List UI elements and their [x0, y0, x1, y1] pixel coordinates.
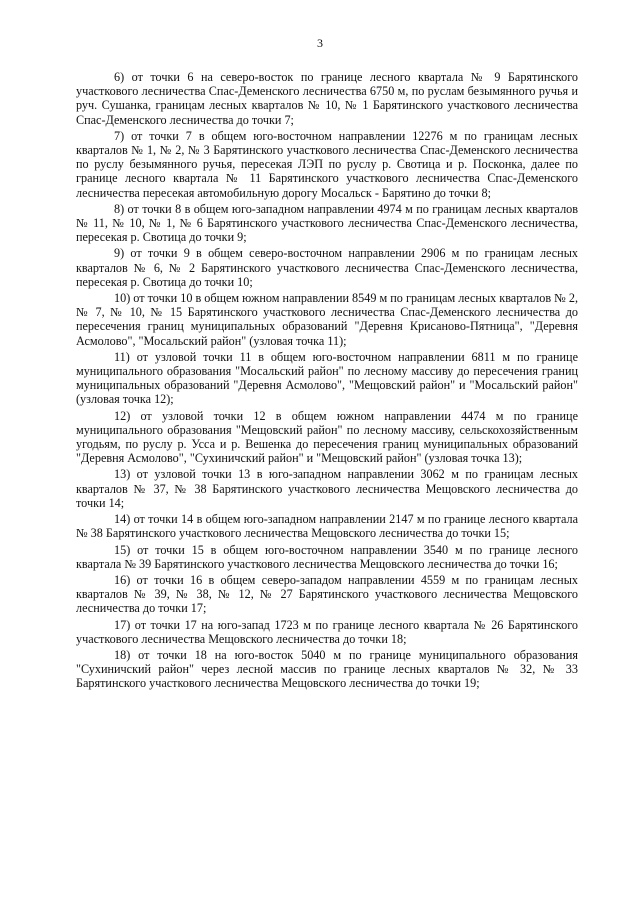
paragraph-point-11: 11) от узловой точки 11 в общем юго-восточном направлении 6811 м по границе муниципального образования "Мосальский район" по лесному массиву до пересечения границ муниципальных образований "Деревня Асмолово", "Мещовский район" и "Мосальский район" (узловая точка 12);: [76, 349, 578, 407]
page-number: 3: [317, 36, 323, 50]
paragraph-point-7: 7) от точки 7 в общем юго-восточном направлении 12276 м по границам лесных кварталов № 1, № 2, № 3 Барятинского участкового лесничества Спас-Деменского лесничества по руслу безымянного ручья, пересекая ЛЭП по руслу р. Свотица и р. Посконка, далее по границе лесного квартала № 11 Барятинского участкового лесничества Спас-Деменского лесничества пересекая автомобильную дорогу Мосальск - Барятино до точки 8;: [76, 128, 578, 200]
paragraph-point-12: 12) от узловой точки 12 в общем южном направлении 4474 м по границе муниципального образования "Мещовский район" по лесному массиву, сельскохозяйственным угодьям, по руслу р. Усса и р. Вешенка до пересечения границ муниципальных образований "Деревня Асмолово", "Сухиничский район" и "Мещовский район" (узловая точка 13);: [76, 408, 578, 466]
paragraph-point-10: 10) от точки 10 в общем южном направлении 8549 м по границам лесных кварталов № 2, № 7, № 10, № 15 Барятинского участкового лесничества Спас-Деменского лесничества до пересечения границ муниципальных образований "Деревня Крисаново-Пятница", "Деревня Асмолово", "Мосальский район" (узловая точка 11);: [76, 291, 578, 348]
paragraph-point-8: 8) от точки 8 в общем юго-западном направлении 4974 м по границам лесных кварталов № 11, № 10, № 1, № 6 Барятинского участкового лесничества Спас-Деменского лесничества, пересекая р. Свотица до точки 9;: [76, 201, 578, 245]
paragraph-point-6: 6) от точки 6 на северо-восток по границе лесного квартала № 9 Барятинского участкового лесничества Спас-Деменского лесничества 6750 м, по руслам безымянного ручья и руч. Сушанка, границам лесных кварталов № 10, № 1 Барятинского участкового лесничества Спас-Деменского лесничества до точки 7;: [76, 70, 578, 127]
paragraph-point-18: 18) от точки 18 на юго-восток 5040 м по границе муниципального образования "Сухиничский район" через лесной массив по границе лесных кварталов № 32, № 33 Барятинского участкового лесничества Мещовского лесничества до точки 19;: [76, 647, 578, 691]
paragraph-point-17: 17) от точки 17 на юго-запад 1723 м по границе лесного квартала № 26 Барятинского участкового лесничества Мещовского лесничества до точки 18;: [76, 617, 578, 646]
paragraph-point-14: 14) от точки 14 в общем юго-западном направлении 2147 м по границе лесного квартала № 38 Барятинского участкового лесничества Мещовского лесничества до точки 15;: [76, 512, 578, 541]
paragraph-point-9: 9) от точки 9 в общем северо-восточном направлении 2906 м по границам лесных кварталов № 6, № 2 Барятинского участкового лесничества Спас-Деменского лесничества, пересекая р. Свотица до точки 10;: [76, 246, 578, 289]
paragraph-point-16: 16) от точки 16 в общем северо-западом направлении 4559 м по границам лесных кварталов № 39, № 38, № 12, № 27 Барятинского участкового лесничества Мещовского лесничества до точки 17;: [76, 572, 578, 616]
paragraph-point-15: 15) от точки 15 в общем юго-восточном направлении 3540 м по границе лесного квартала № 39 Барятинского участкового лесничества Мещовского лесничества до точки 16;: [76, 542, 578, 571]
paragraph-point-13: 13) от узловой точки 13 в юго-западном направлении 3062 м по границам лесных кварталов № 37, № 38 Барятинского участкового лесничества Мещовского лесничества до точки 14;: [76, 467, 578, 510]
document-body: [76, 70, 578, 693]
